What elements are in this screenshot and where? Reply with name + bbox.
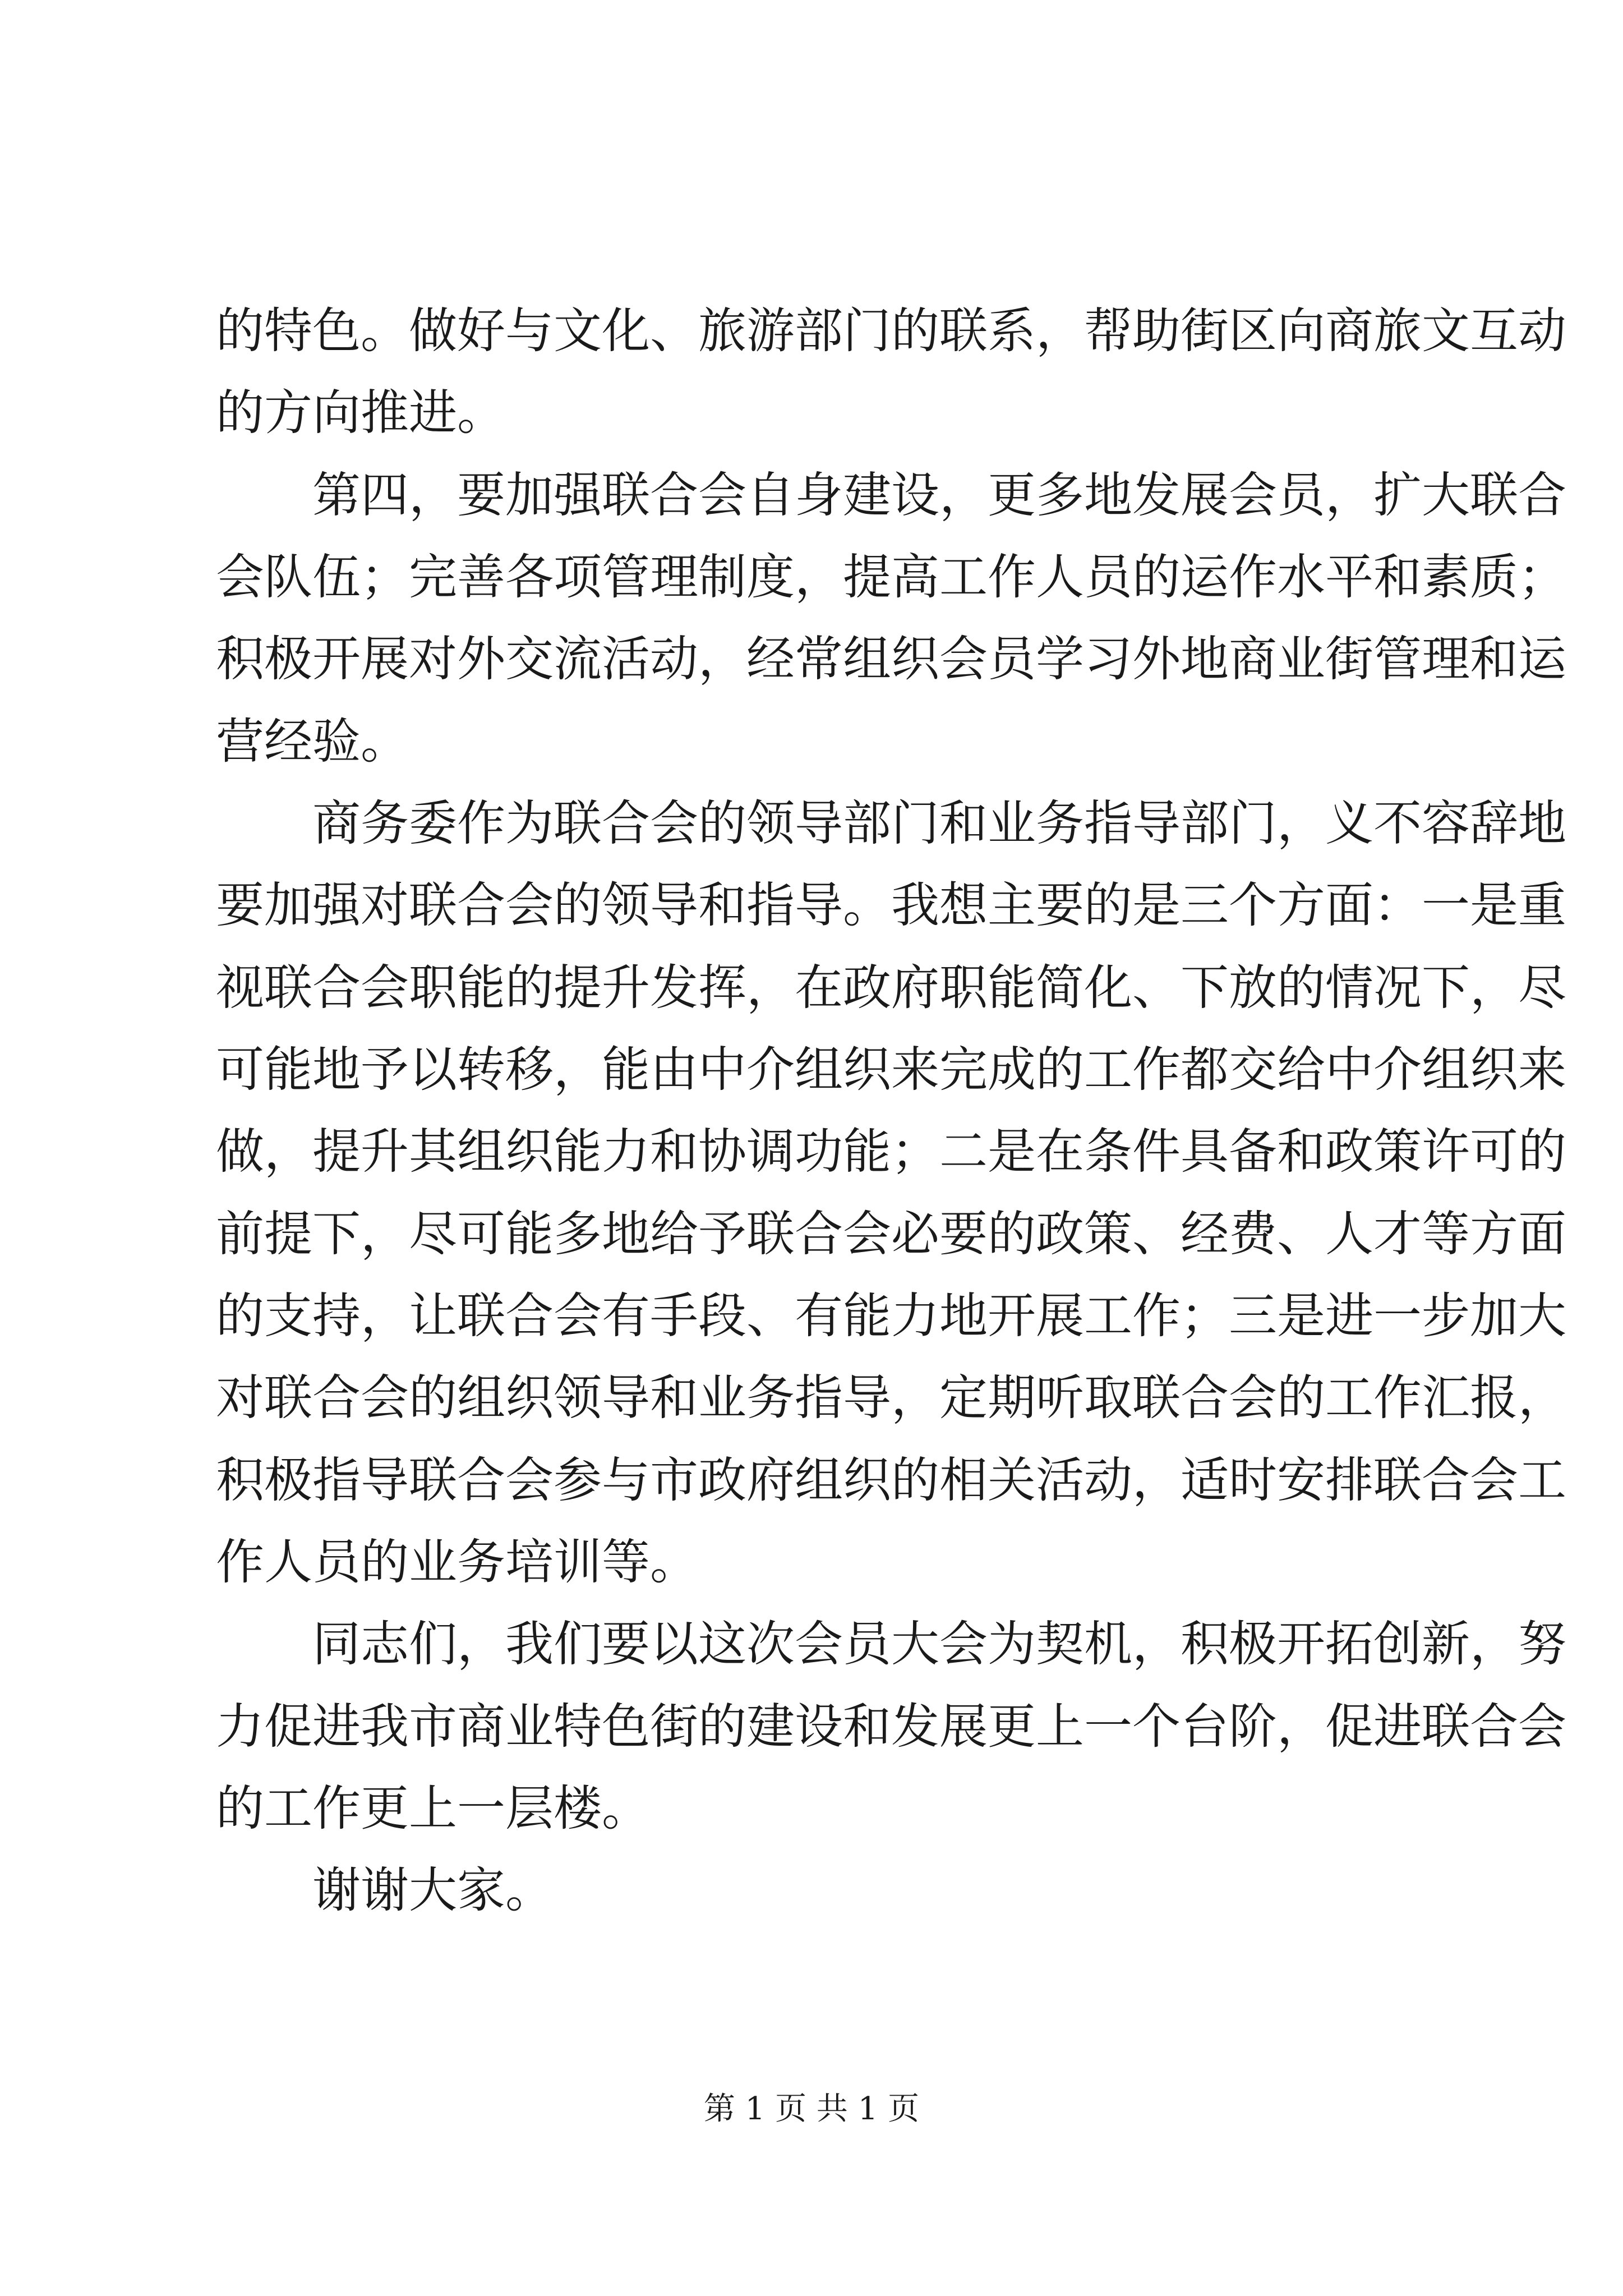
paragraph-4-line-1: 同志们，我们要以这次会员大会为契机，积极开拓创新，努 — [312, 1616, 1566, 1672]
paragraph-4-line-2: 力促进我市商业特色街的建设和发展更上一个台阶，促进联合会 — [216, 1699, 1566, 1755]
paragraph-2-line-4: 营经验。 — [216, 714, 409, 770]
paragraph-1-line-1: 的特色。做好与文化、旅游部门的联系，帮助街区向商旅文互动 — [216, 303, 1566, 359]
page-number-footer: 第 1 页 共 1 页 — [703, 2091, 920, 2127]
paragraph-2-line-1: 第四，要加强联合会自身建设，更多地发展会员，扩大联合 — [312, 467, 1566, 523]
paragraph-3-line-7: 的支持，让联合会有手段、有能力地开展工作；三是进一步加大 — [216, 1288, 1566, 1344]
paragraph-2-line-3: 积极开展对外交流活动，经常组织会员学习外地商业街管理和运 — [216, 631, 1566, 687]
paragraph-3-line-5: 做，提升其组织能力和协调功能；二是在条件具备和政策许可的 — [216, 1124, 1566, 1180]
paragraph-1-line-2: 的方向推进。 — [216, 385, 505, 441]
paragraph-5-line-1: 谢谢大家。 — [312, 1862, 554, 1918]
paragraph-2-line-2: 会队伍；完善各项管理制度，提高工作人员的运作水平和素质； — [216, 549, 1566, 605]
paragraph-3-line-2: 要加强对联合会的领导和指导。我想主要的是三个方面：一是重 — [216, 877, 1566, 933]
paragraph-3-line-9: 积极指导联合会参与市政府组织的相关活动，适时安排联合会工 — [216, 1452, 1566, 1508]
paragraph-4-line-3: 的工作更上一层楼。 — [216, 1780, 650, 1837]
paragraph-3-line-8: 对联合会的组织领导和业务指导，定期听取联合会的工作汇报， — [216, 1370, 1566, 1426]
paragraph-3-line-3: 视联合会职能的提升发挥，在政府职能简化、下放的情况下，尽 — [216, 960, 1566, 1016]
paragraph-3-line-6: 前提下，尽可能多地给予联合会必要的政策、经费、人才等方面 — [216, 1206, 1566, 1262]
paragraph-3-line-4: 可能地予以转移，能由中介组织来完成的工作都交给中介组织来 — [216, 1042, 1566, 1098]
paragraph-3-line-1: 商务委作为联合会的领导部门和业务指导部门，义不容辞地 — [312, 795, 1566, 852]
paragraph-3-line-10: 作人员的业务培训等。 — [216, 1534, 698, 1590]
